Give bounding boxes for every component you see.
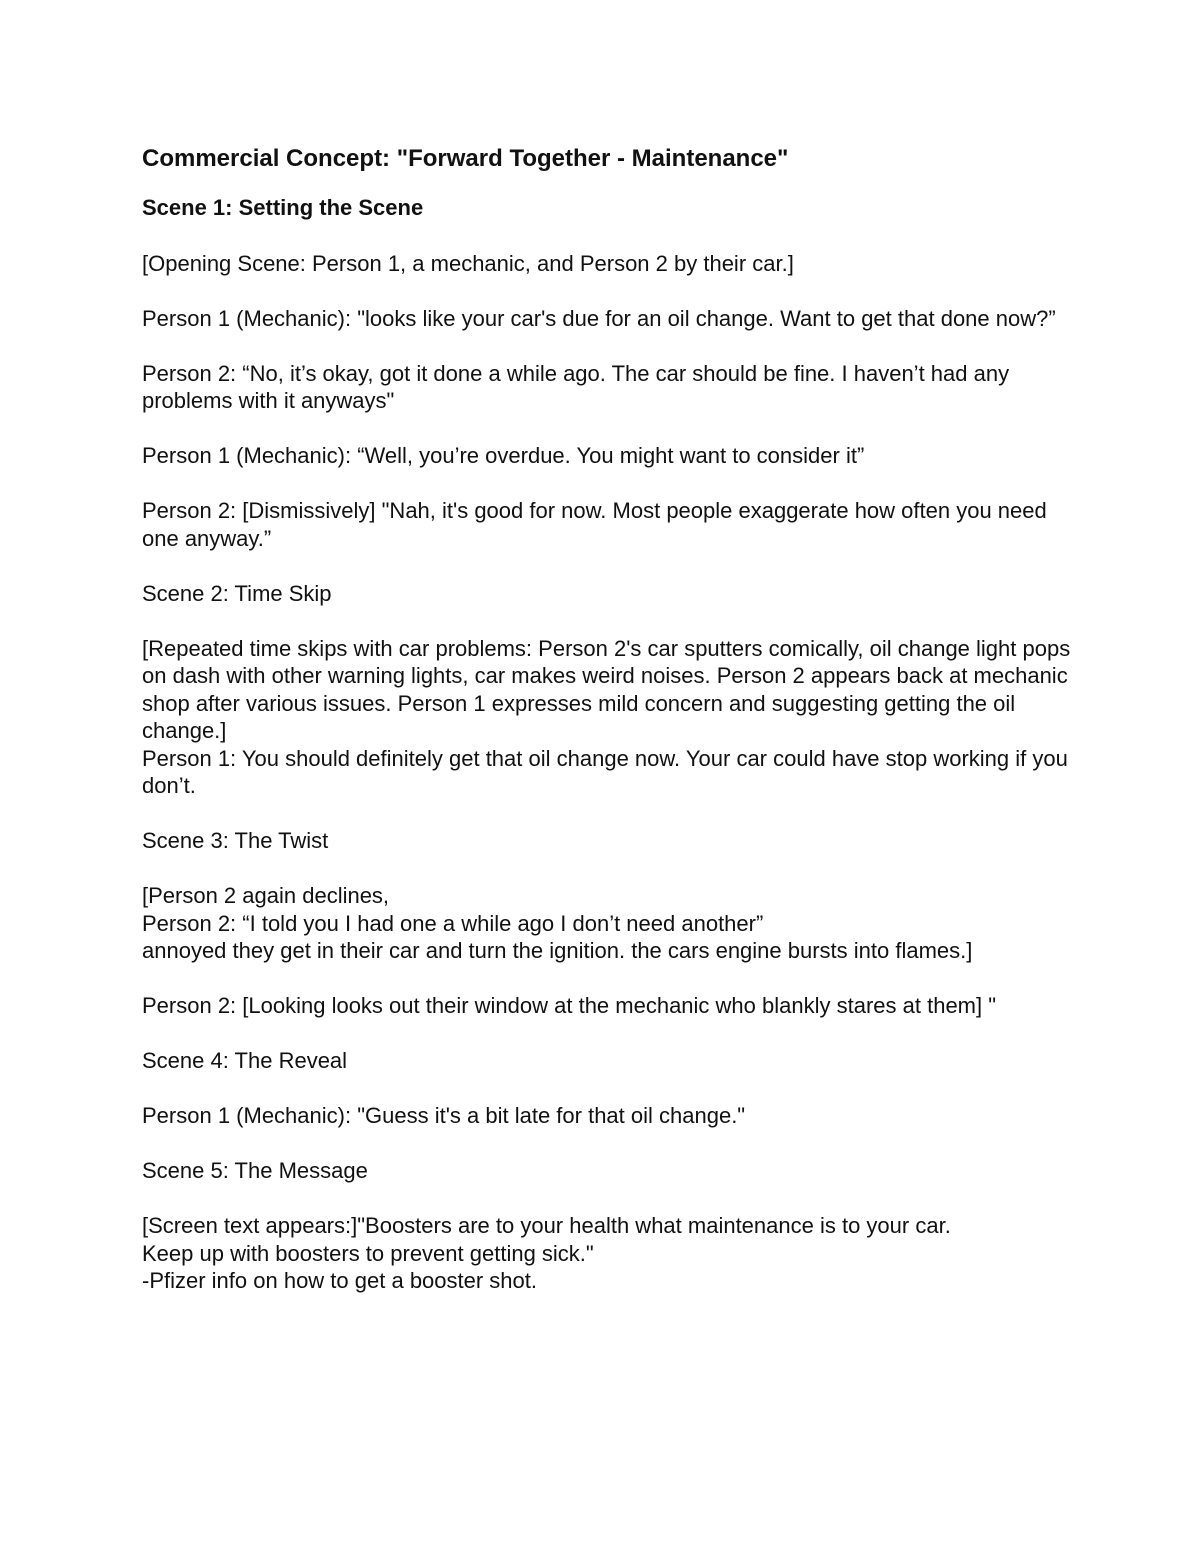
spacer bbox=[142, 470, 1072, 498]
scene-2-heading: Scene 2: Time Skip bbox=[142, 580, 332, 606]
message-line: [Screen text appears:]"Boosters are to your health what maintenance is to your car. bbox=[142, 1213, 951, 1238]
dialogue-line: Person 1 (Mechanic): “Well, you’re overdue. You might want to consider it” bbox=[142, 443, 865, 468]
spacer bbox=[142, 222, 1072, 250]
spacer bbox=[142, 1185, 1072, 1213]
scene-5-heading: Scene 5: The Message bbox=[142, 1158, 368, 1183]
dialogue-line: Person 1 (Mechanic): "Guess it's a bit late for that oil change." bbox=[142, 1103, 746, 1128]
opening-scene-direction: [Opening Scene: Person 1, a mechanic, and Person 2 by their car.] bbox=[142, 250, 794, 276]
dialogue-line: Person 2: “No, it’s okay, got it done a while ago. The car should be fine. I haven’t had any problems with it anyways" bbox=[142, 360, 1016, 413]
twist-dialogue-line: Person 2: “I told you I had one a while ago I don’t need another” bbox=[142, 910, 764, 936]
scene-3-heading: Scene 3: The Twist bbox=[142, 828, 329, 853]
document-page bbox=[142, 141, 1077, 1295]
twist-direction-line: [Person 2 again declines, bbox=[142, 883, 390, 908]
time-skip-direction: [Repeated time skips with car problems: Person 2's car sputters comically, oil change light pops on dash with other warning lights, car makes weird noises. Person 2 appears back at mechanic shop after various issues. Person 1 expresses mild concern and suggesting getting the oil change.] bbox=[142, 635, 1077, 743]
spacer bbox=[142, 855, 1072, 883]
message-line: Keep up with boosters to prevent getting sick." bbox=[142, 1240, 594, 1266]
spacer bbox=[142, 552, 1072, 580]
dialogue-line: Person 1 (Mechanic): "looks like your car's due for an oil change. Want to get that done now?” bbox=[142, 305, 1056, 331]
message-line: -Pfizer info on how to get a booster shot. bbox=[142, 1268, 538, 1293]
dialogue-line: Person 1: You should definitely get that oil change now. Your car could have stop working if you don’t. bbox=[142, 745, 1074, 798]
spacer bbox=[142, 607, 1072, 635]
document-title: Commercial Concept: "Forward Together - Maintenance" bbox=[142, 145, 789, 172]
spacer bbox=[142, 800, 1072, 828]
spacer bbox=[142, 332, 1072, 360]
spacer bbox=[142, 277, 1072, 305]
scene-1-heading: Scene 1: Setting the Scene bbox=[142, 195, 424, 220]
scene-4-heading: Scene 4: The Reveal bbox=[142, 1048, 348, 1073]
dialogue-line: Person 2: [Dismissively] "Nah, it's good for now. Most people exaggerate how often you need one anyway.” bbox=[142, 498, 1053, 551]
spacer bbox=[142, 1075, 1072, 1103]
spacer bbox=[142, 1020, 1072, 1048]
spacer bbox=[142, 1130, 1072, 1158]
twist-direction-line: annoyed they get in their car and turn the ignition. the cars engine bursts into flames.] bbox=[142, 938, 973, 963]
dialogue-line: Person 2: [Looking looks out their window at the mechanic who blankly stares at them] " bbox=[142, 993, 997, 1018]
spacer bbox=[142, 415, 1072, 443]
spacer bbox=[142, 965, 1072, 993]
